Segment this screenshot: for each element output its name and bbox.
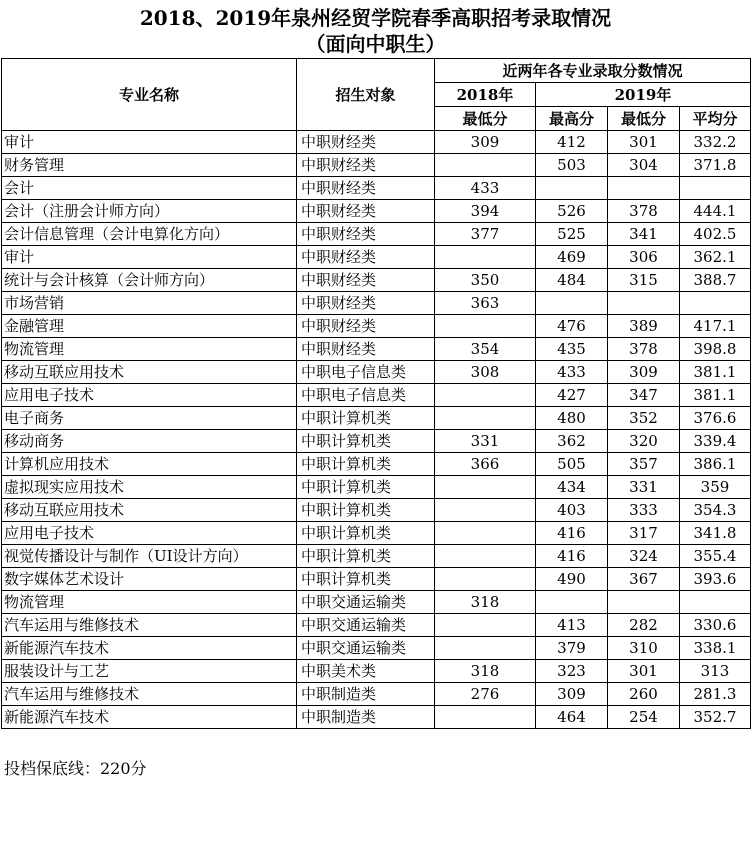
avg-2019-cell: 332.2 [680,131,751,154]
avg-2019-cell: 381.1 [680,384,751,407]
max-2019-cell: 484 [536,269,608,292]
max-2019-cell: 525 [536,223,608,246]
min-2019-cell: 341 [608,223,680,246]
table-row [2,154,751,177]
max-2019-cell [536,292,608,315]
min-2019-cell: 301 [608,660,680,683]
table-row [2,177,751,200]
table-row [2,614,751,637]
max-2019-cell: 464 [536,706,608,729]
max-2019-cell [536,591,608,614]
major-cell: 电子商务 [2,407,297,430]
min-2019-cell: 389 [608,315,680,338]
target-cell: 中职交通运输类 [297,591,435,614]
target-cell: 中职财经类 [297,292,435,315]
max-2019-cell: 503 [536,154,608,177]
max-2019-cell: 416 [536,545,608,568]
avg-2019-cell: 354.3 [680,499,751,522]
table-row [2,545,751,568]
avg-2019-cell: 444.1 [680,200,751,223]
avg-2019-cell: 313 [680,660,751,683]
min-2018-cell: 276 [435,683,536,706]
avg-2019-cell: 398.8 [680,338,751,361]
max-2019-cell: 323 [536,660,608,683]
major-cell: 会计（注册会计师方向） [2,200,297,223]
avg-2019-cell [680,591,751,614]
avg-2019-cell: 352.7 [680,706,751,729]
target-cell: 中职计算机类 [297,453,435,476]
min-2019-cell: 306 [608,246,680,269]
header-target: 招生对象 [297,59,435,131]
min-2019-cell: 378 [608,338,680,361]
table-row [2,637,751,660]
max-2019-cell [536,177,608,200]
avg-2019-cell: 381.1 [680,361,751,384]
table-row [2,223,751,246]
min-2018-cell [435,384,536,407]
header-min-2019: 最低分 [608,107,680,131]
major-cell: 审计 [2,131,297,154]
min-2018-cell [435,154,536,177]
max-2019-cell: 413 [536,614,608,637]
header-year-2019: 2019年 [536,83,751,107]
major-cell: 应用电子技术 [2,384,297,407]
avg-2019-cell [680,177,751,200]
major-cell: 审计 [2,246,297,269]
avg-2019-cell: 388.7 [680,269,751,292]
max-2019-cell: 490 [536,568,608,591]
major-cell: 计算机应用技术 [2,453,297,476]
major-cell: 虚拟现实应用技术 [2,476,297,499]
min-2018-cell [435,499,536,522]
target-cell: 中职计算机类 [297,568,435,591]
target-cell: 中职制造类 [297,683,435,706]
min-2018-cell [435,614,536,637]
max-2019-cell: 412 [536,131,608,154]
min-2018-cell: 350 [435,269,536,292]
major-cell: 物流管理 [2,591,297,614]
target-cell: 中职计算机类 [297,430,435,453]
max-2019-cell: 505 [536,453,608,476]
min-2019-cell: 304 [608,154,680,177]
min-2018-cell [435,407,536,430]
min-2019-cell: 357 [608,453,680,476]
avg-2019-cell [680,292,751,315]
max-2019-cell: 427 [536,384,608,407]
avg-2019-cell: 338.1 [680,637,751,660]
max-2019-cell: 416 [536,522,608,545]
min-2018-cell: 309 [435,131,536,154]
min-2018-cell: 363 [435,292,536,315]
table-row [2,315,751,338]
major-cell: 服装设计与工艺 [2,660,297,683]
admission-score-table [1,58,751,729]
footer-note: 投档保底线：220分 [4,759,147,778]
table-row [2,131,751,154]
avg-2019-cell: 339.4 [680,430,751,453]
major-cell: 应用电子技术 [2,522,297,545]
major-cell: 移动商务 [2,430,297,453]
max-2019-cell: 433 [536,361,608,384]
min-2018-cell [435,545,536,568]
target-cell: 中职计算机类 [297,499,435,522]
max-2019-cell: 469 [536,246,608,269]
avg-2019-cell: 371.8 [680,154,751,177]
table-row [2,361,751,384]
major-cell: 物流管理 [2,338,297,361]
target-cell: 中职财经类 [297,200,435,223]
header-year-2018: 2018年 [435,83,536,107]
avg-2019-cell: 386.1 [680,453,751,476]
avg-2019-cell: 417.1 [680,315,751,338]
target-cell: 中职财经类 [297,338,435,361]
target-cell: 中职计算机类 [297,522,435,545]
min-2019-cell [608,591,680,614]
target-cell: 中职计算机类 [297,545,435,568]
avg-2019-cell: 355.4 [680,545,751,568]
max-2019-cell: 434 [536,476,608,499]
header-major: 专业名称 [2,59,297,131]
min-2019-cell: 301 [608,131,680,154]
min-2018-cell: 394 [435,200,536,223]
table-row [2,683,751,706]
header-score-group: 近两年各专业录取分数情况 [435,59,751,83]
min-2018-cell: 366 [435,453,536,476]
major-cell: 视觉传播设计与制作（UI设计方向） [2,545,297,568]
min-2018-cell: 377 [435,223,536,246]
min-2019-cell: 324 [608,545,680,568]
avg-2019-cell: 281.3 [680,683,751,706]
min-2019-cell: 331 [608,476,680,499]
min-2018-cell: 318 [435,660,536,683]
table-row [2,338,751,361]
target-cell: 中职计算机类 [297,407,435,430]
avg-2019-cell: 341.8 [680,522,751,545]
max-2019-cell: 403 [536,499,608,522]
min-2018-cell: 331 [435,430,536,453]
target-cell: 中职电子信息类 [297,384,435,407]
min-2018-cell [435,706,536,729]
table-row [2,706,751,729]
min-2019-cell [608,292,680,315]
major-cell: 会计信息管理（会计电算化方向） [2,223,297,246]
min-2018-cell [435,637,536,660]
min-2018-cell [435,522,536,545]
min-2019-cell: 309 [608,361,680,384]
avg-2019-cell: 402.5 [680,223,751,246]
page-subtitle: （面向中职生） [305,32,446,56]
min-2019-cell: 352 [608,407,680,430]
major-cell: 新能源汽车技术 [2,706,297,729]
table-row [2,499,751,522]
major-cell: 金融管理 [2,315,297,338]
major-cell: 新能源汽车技术 [2,637,297,660]
table-row [2,384,751,407]
max-2019-cell: 526 [536,200,608,223]
max-2019-cell: 476 [536,315,608,338]
table-row [2,246,751,269]
table-body [2,131,751,729]
min-2018-cell [435,568,536,591]
max-2019-cell: 435 [536,338,608,361]
table-row [2,453,751,476]
max-2019-cell: 480 [536,407,608,430]
min-2019-cell: 310 [608,637,680,660]
target-cell: 中职财经类 [297,177,435,200]
header-avg-2019: 平均分 [680,107,751,131]
min-2019-cell: 367 [608,568,680,591]
target-cell: 中职美术类 [297,660,435,683]
min-2019-cell: 282 [608,614,680,637]
header-max-2019: 最高分 [536,107,608,131]
min-2019-cell: 347 [608,384,680,407]
target-cell: 中职制造类 [297,706,435,729]
target-cell: 中职财经类 [297,154,435,177]
major-cell: 移动互联应用技术 [2,361,297,384]
major-cell: 统计与会计核算（会计师方向） [2,269,297,292]
target-cell: 中职财经类 [297,223,435,246]
min-2019-cell: 260 [608,683,680,706]
target-cell: 中职财经类 [297,315,435,338]
target-cell: 中职交通运输类 [297,614,435,637]
table-row [2,292,751,315]
page-title: 2018、2019年泉州经贸学院春季高职招考录取情况 [139,6,612,30]
table-row [2,269,751,292]
min-2019-cell: 333 [608,499,680,522]
table-row [2,591,751,614]
table-row [2,430,751,453]
min-2018-cell: 308 [435,361,536,384]
table-row [2,522,751,545]
min-2019-cell: 315 [608,269,680,292]
min-2018-cell: 354 [435,338,536,361]
target-cell: 中职电子信息类 [297,361,435,384]
target-cell: 中职财经类 [297,246,435,269]
max-2019-cell: 362 [536,430,608,453]
major-cell: 汽车运用与维修技术 [2,614,297,637]
avg-2019-cell: 376.6 [680,407,751,430]
header-min-2018: 最低分 [435,107,536,131]
min-2019-cell: 378 [608,200,680,223]
min-2018-cell: 433 [435,177,536,200]
table-row [2,660,751,683]
target-cell: 中职财经类 [297,269,435,292]
min-2019-cell: 317 [608,522,680,545]
table-row [2,407,751,430]
min-2019-cell: 254 [608,706,680,729]
target-cell: 中职计算机类 [297,476,435,499]
min-2019-cell: 320 [608,430,680,453]
min-2018-cell [435,476,536,499]
avg-2019-cell: 393.6 [680,568,751,591]
major-cell: 财务管理 [2,154,297,177]
table-row [2,568,751,591]
avg-2019-cell: 362.1 [680,246,751,269]
table-row [2,476,751,499]
target-cell: 中职财经类 [297,131,435,154]
avg-2019-cell: 330.6 [680,614,751,637]
avg-2019-cell: 359 [680,476,751,499]
target-cell: 中职交通运输类 [297,637,435,660]
min-2018-cell [435,315,536,338]
major-cell: 市场营销 [2,292,297,315]
major-cell: 汽车运用与维修技术 [2,683,297,706]
table-row [2,200,751,223]
major-cell: 移动互联应用技术 [2,499,297,522]
min-2018-cell: 318 [435,591,536,614]
max-2019-cell: 309 [536,683,608,706]
min-2018-cell [435,246,536,269]
min-2019-cell [608,177,680,200]
max-2019-cell: 379 [536,637,608,660]
major-cell: 会计 [2,177,297,200]
major-cell: 数字媒体艺术设计 [2,568,297,591]
